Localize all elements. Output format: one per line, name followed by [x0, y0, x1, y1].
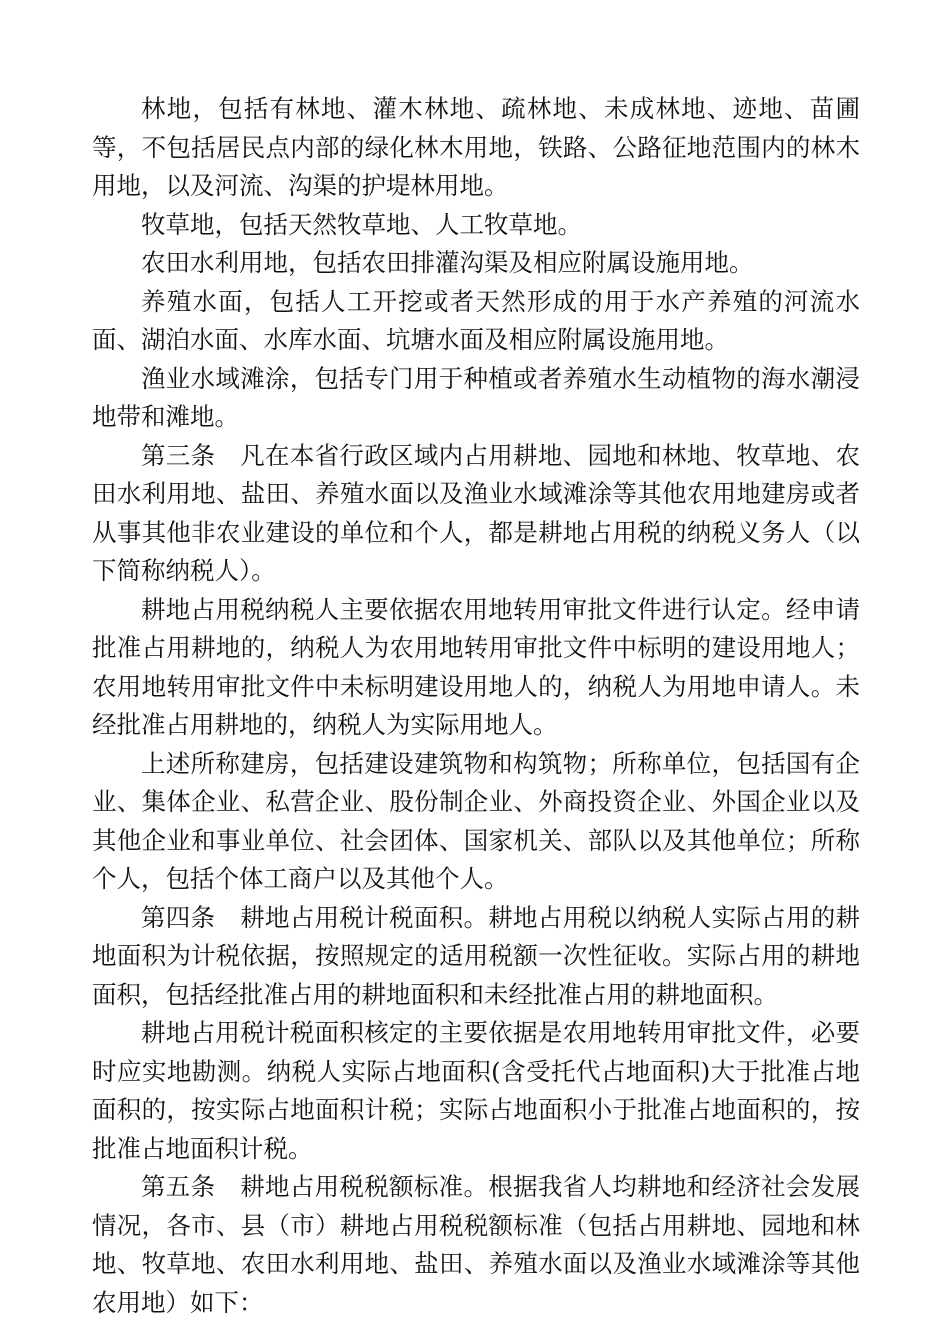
paragraph-aquaculture-water: 养殖水面，包括人工开挖或者天然形成的用于水产养殖的河流水面、湖泊水面、水库水面、坑塘水面及相应附属设施用地。 [92, 286, 860, 354]
paragraph-fishery-tidal-flats: 渔业水域滩涂，包括专门用于种植或者养殖水生动植物的海水潮浸地带和滩地。 [92, 363, 860, 431]
paragraph-definitions: 上述所称建房，包括建设建筑物和构筑物；所称单位，包括国有企业、集体企业、私营企业、股份制企业、外商投资企业、外国企业以及其他企业和事业单位、社会团体、国家机关、部队以及其他单位；所称个人，包括个体工商户以及其他个人。 [92, 748, 860, 893]
paragraph-article-5: 第五条 耕地占用税税额标准。根据我省人均耕地和经济社会发展情况，各市、县（市）耕地占用税税额标准（包括占用耕地、园地和林地、牧草地、农田水利用地、盐田、养殖水面以及渔业水域滩涂等其他农用地）如下： [92, 1172, 860, 1317]
paragraph-article-4: 第四条 耕地占用税计税面积。耕地占用税以纳税人实际占用的耕地面积为计税依据，按照规定的适用税额一次性征收。实际占用的耕地面积，包括经批准占用的耕地面积和未经批准占用的耕地面积。 [92, 902, 860, 1009]
paragraph-area-verification: 耕地占用税计税面积核定的主要依据是农用地转用审批文件，必要时应实地勘测。纳税人实际占地面积(含受托代占地面积)大于批准占地面积的，按实际占地面积计税；实际占地面积小于批准占地面积的，按批准占地面积计税。 [92, 1018, 860, 1163]
paragraph-irrigation-land: 农田水利用地，包括农田排灌沟渠及相应附属设施用地。 [141, 248, 754, 277]
paragraph-article-3: 第三条 凡在本省行政区域内占用耕地、园地和林地、牧草地、农田水利用地、盐田、养殖水面以及渔业水域滩涂等其他农用地建房或者从事其他非农业建设的单位和个人，都是耕地占用税的纳税义务人（以下简称纳税人）。 [92, 440, 860, 585]
paragraph-grassland: 牧草地，包括天然牧草地、人工牧草地。 [141, 209, 582, 239]
paragraph-taxpayer-determination: 耕地占用税纳税人主要依据农用地转用审批文件进行认定。经申请批准占用耕地的，纳税人为农用地转用审批文件中标明的建设用地人；农用地转用审批文件中未标明建设用地人的，纳税人为用地申请人。未经批准占用耕地的，纳税人为实际用地人。 [92, 594, 860, 739]
document-body [92, 90, 860, 1322]
paragraph-forest-land: 林地，包括有林地、灌木林地、疏林地、未成林地、迹地、苗圃等，不包括居民点内部的绿化林木用地，铁路、公路征地范围内的林木用地，以及河流、沟渠的护堤林用地。 [92, 94, 860, 200]
